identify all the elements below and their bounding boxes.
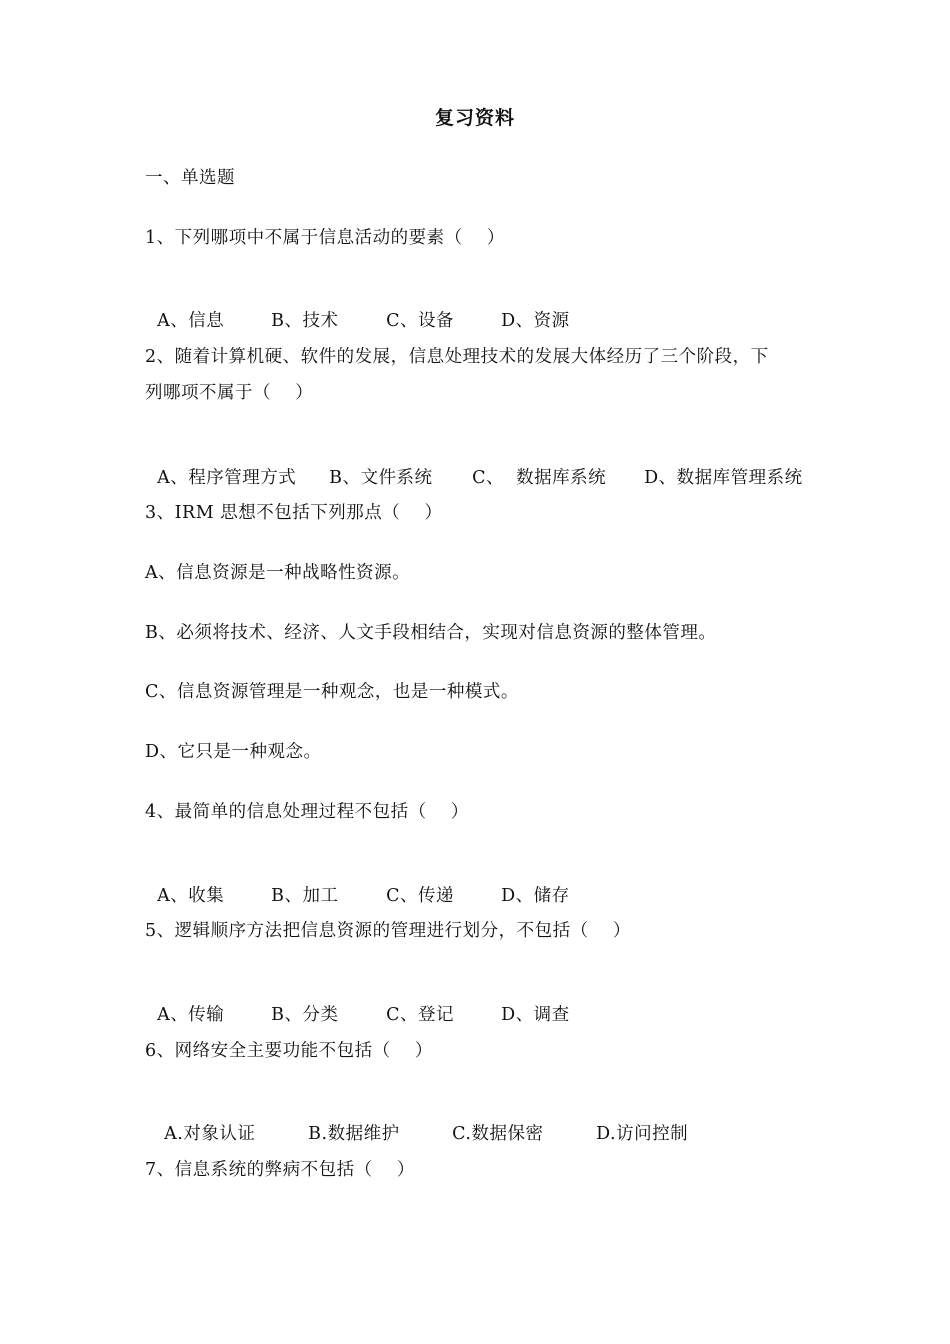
question-2-line-2: 列哪项不属于（ ） xyxy=(145,383,314,403)
question-6-options xyxy=(152,1098,688,1146)
question-6: 6、网络安全主要功能不包括（ ） xyxy=(145,1041,433,1061)
q1-option-d: D、资源 xyxy=(501,311,570,331)
q6-option-b: B.数据维护 xyxy=(308,1124,400,1144)
question-1: 1、下列哪项中不属于信息活动的要素（ ） xyxy=(145,228,505,248)
q4-option-d: D、储存 xyxy=(501,886,570,906)
q6-option-d: D.访问控制 xyxy=(596,1124,689,1144)
q4-option-a: A、收集 xyxy=(157,886,225,906)
q5-option-d: D、调查 xyxy=(501,1005,570,1025)
q2-option-b: B、文件系统 xyxy=(329,468,433,488)
q5-option-b: B、分类 xyxy=(271,1005,339,1025)
question-2-line-1: 2、随着计算机硬、软件的发展，信息处理技术的发展大体经历了三个阶段，下 xyxy=(145,347,769,367)
q2-option-d: D、数据库管理系统 xyxy=(644,468,803,488)
question-4: 4、最简单的信息处理过程不包括（ ） xyxy=(145,802,469,822)
question-3: 3、IRM 思想不包括下列那点（ ） xyxy=(145,503,443,523)
question-2-options xyxy=(145,442,803,490)
q1-option-a: A、信息 xyxy=(157,311,225,331)
question-5: 5、逻辑顺序方法把信息资源的管理进行划分，不包括（ ） xyxy=(145,921,631,941)
section-heading: 一、单选题 xyxy=(145,168,235,188)
question-5-options xyxy=(145,979,570,1027)
question-4-options xyxy=(145,860,570,908)
q5-option-c: C、登记 xyxy=(386,1005,455,1025)
q2-option-c: C、 数据库系统 xyxy=(472,468,607,488)
q3-option-a: A、信息资源是一种战略性资源。 xyxy=(145,563,411,583)
q6-option-c: C.数据保密 xyxy=(452,1124,544,1144)
q1-option-c: C、设备 xyxy=(386,311,455,331)
q3-option-b: B、必须将技术、经济、人文手段相结合，实现对信息资源的整体管理。 xyxy=(145,623,717,643)
q2-option-a: A、程序管理方式 xyxy=(157,468,297,488)
q4-option-c: C、传递 xyxy=(386,886,455,906)
q6-option-a: A.对象认证 xyxy=(164,1124,256,1144)
q1-option-b: B、技术 xyxy=(271,311,339,331)
q3-option-d: D、它只是一种观念。 xyxy=(145,742,322,762)
question-1-options xyxy=(145,285,570,333)
document-title: 复习资料 xyxy=(434,107,515,129)
question-7: 7、信息系统的弊病不包括（ ） xyxy=(145,1160,415,1180)
q4-option-b: B、加工 xyxy=(271,886,339,906)
q5-option-a: A、传输 xyxy=(157,1005,225,1025)
q3-option-c: C、信息资源管理是一种观念，也是一种模式。 xyxy=(145,682,519,702)
